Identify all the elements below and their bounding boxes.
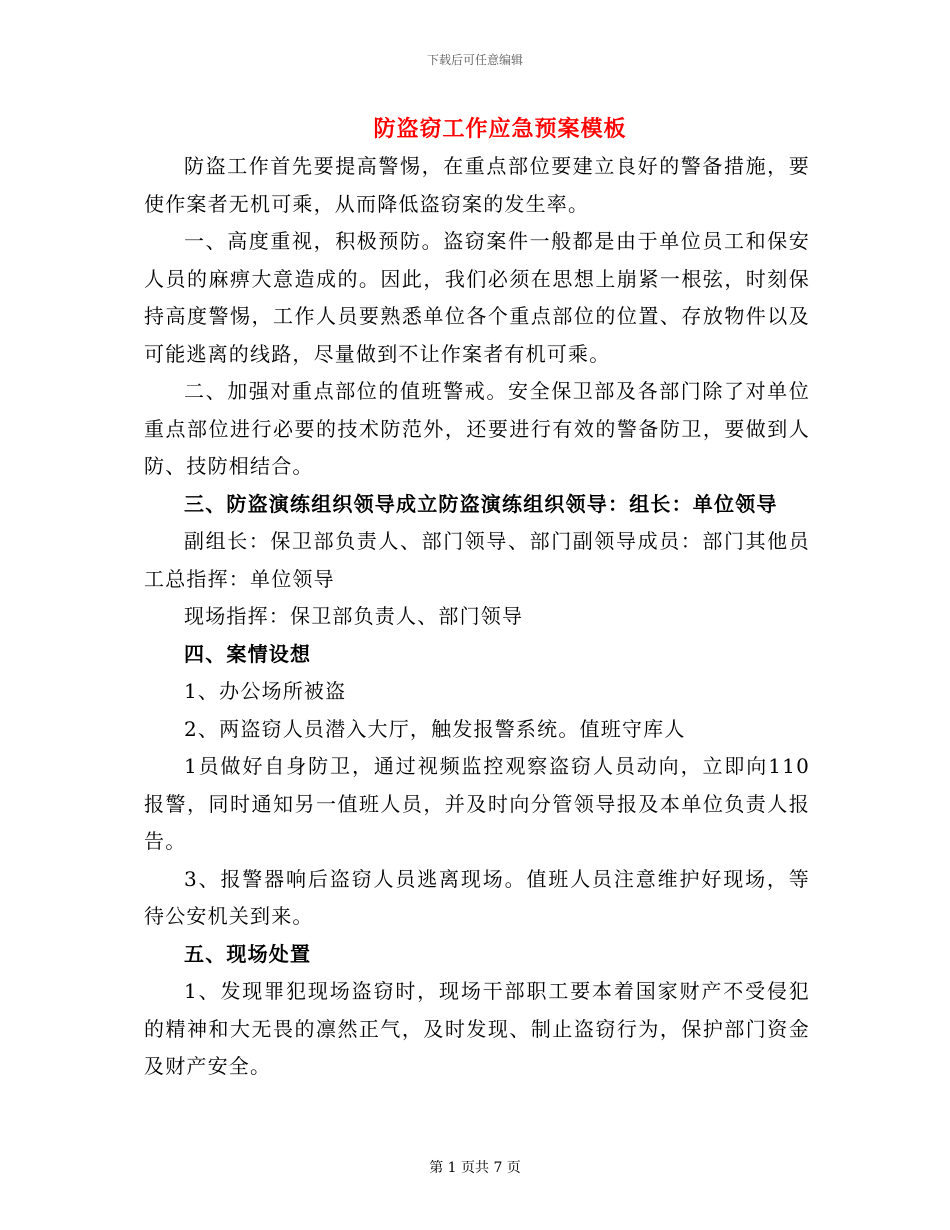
paragraph-site-handling-1: 1、发现罪犯现场盗窃时，现场干部职工要本着国家财产不受侵犯的精神和大无畏的凛然正气，及时发现、制止盗窃行为，保护部门资金及财产安全。 <box>144 979 810 1078</box>
list-item-2: 2、两盗窃人员潜入大厅，触发报警系统。值班守库人 <box>184 716 686 741</box>
heading-section-4: 四、案情设想 <box>184 641 312 666</box>
list-item-3: 3、报警器响后盗窃人员逃离现场。值班人员注意维护好现场，等待公安机关到来。 <box>144 866 810 928</box>
paragraph-deputy-leader: 副组长：保卫部负责人、部门领导、部门副领导成员：部门其他员工总指挥：单位领导 <box>144 529 810 591</box>
paragraph-section-2: 二、加强对重点部位的值班警戒。安全保卫部及各部门除了对单位重点部位进行必要的技术防范外，还要进行有效的警备防卫，要做到人防、技防相结合。 <box>144 379 810 478</box>
paragraph-site-commander: 现场指挥：保卫部负责人、部门领导 <box>184 604 524 628</box>
list-item-1: 1、办公场所被盗 <box>184 679 347 703</box>
heading-section-3: 三、防盗演练组织领导成立防盗演练组织领导：组长：单位领导 <box>184 491 778 516</box>
page-number: 第 1 页共 7 页 <box>429 1160 521 1176</box>
paragraph-duty-response: 1员做好自身防卫，通过视频监控观察盗窃人员动向，立即向110报警，同时通知另一值班人员，并及时向分管领导报及本单位负责人报告。 <box>144 754 810 853</box>
document-title: 防盗窃工作应急预案模板 <box>373 116 627 142</box>
paragraph-intro: 防盗工作首先要提高警惕，在重点部位要建立良好的警备措施，要使作案者无机可乘，从而降低盗窃案的发生率。 <box>144 154 810 216</box>
paragraph-section-1: 一、高度重视，积极预防。盗窃案件一般都是由于单位员工和保安人员的麻痹大意造成的。因此，我们必须在思想上崩紧一根弦，时刻保持高度警惕，工作人员要熟悉单位各个重点部位的位置、存放物件以及可能逃离的线路，尽量做到不让作案者有机可乘。 <box>144 229 810 366</box>
page-header-note: 下载后可任意编辑 <box>426 53 523 67</box>
document-body <box>144 148 810 1086</box>
heading-section-5: 五、现场处置 <box>184 941 312 966</box>
